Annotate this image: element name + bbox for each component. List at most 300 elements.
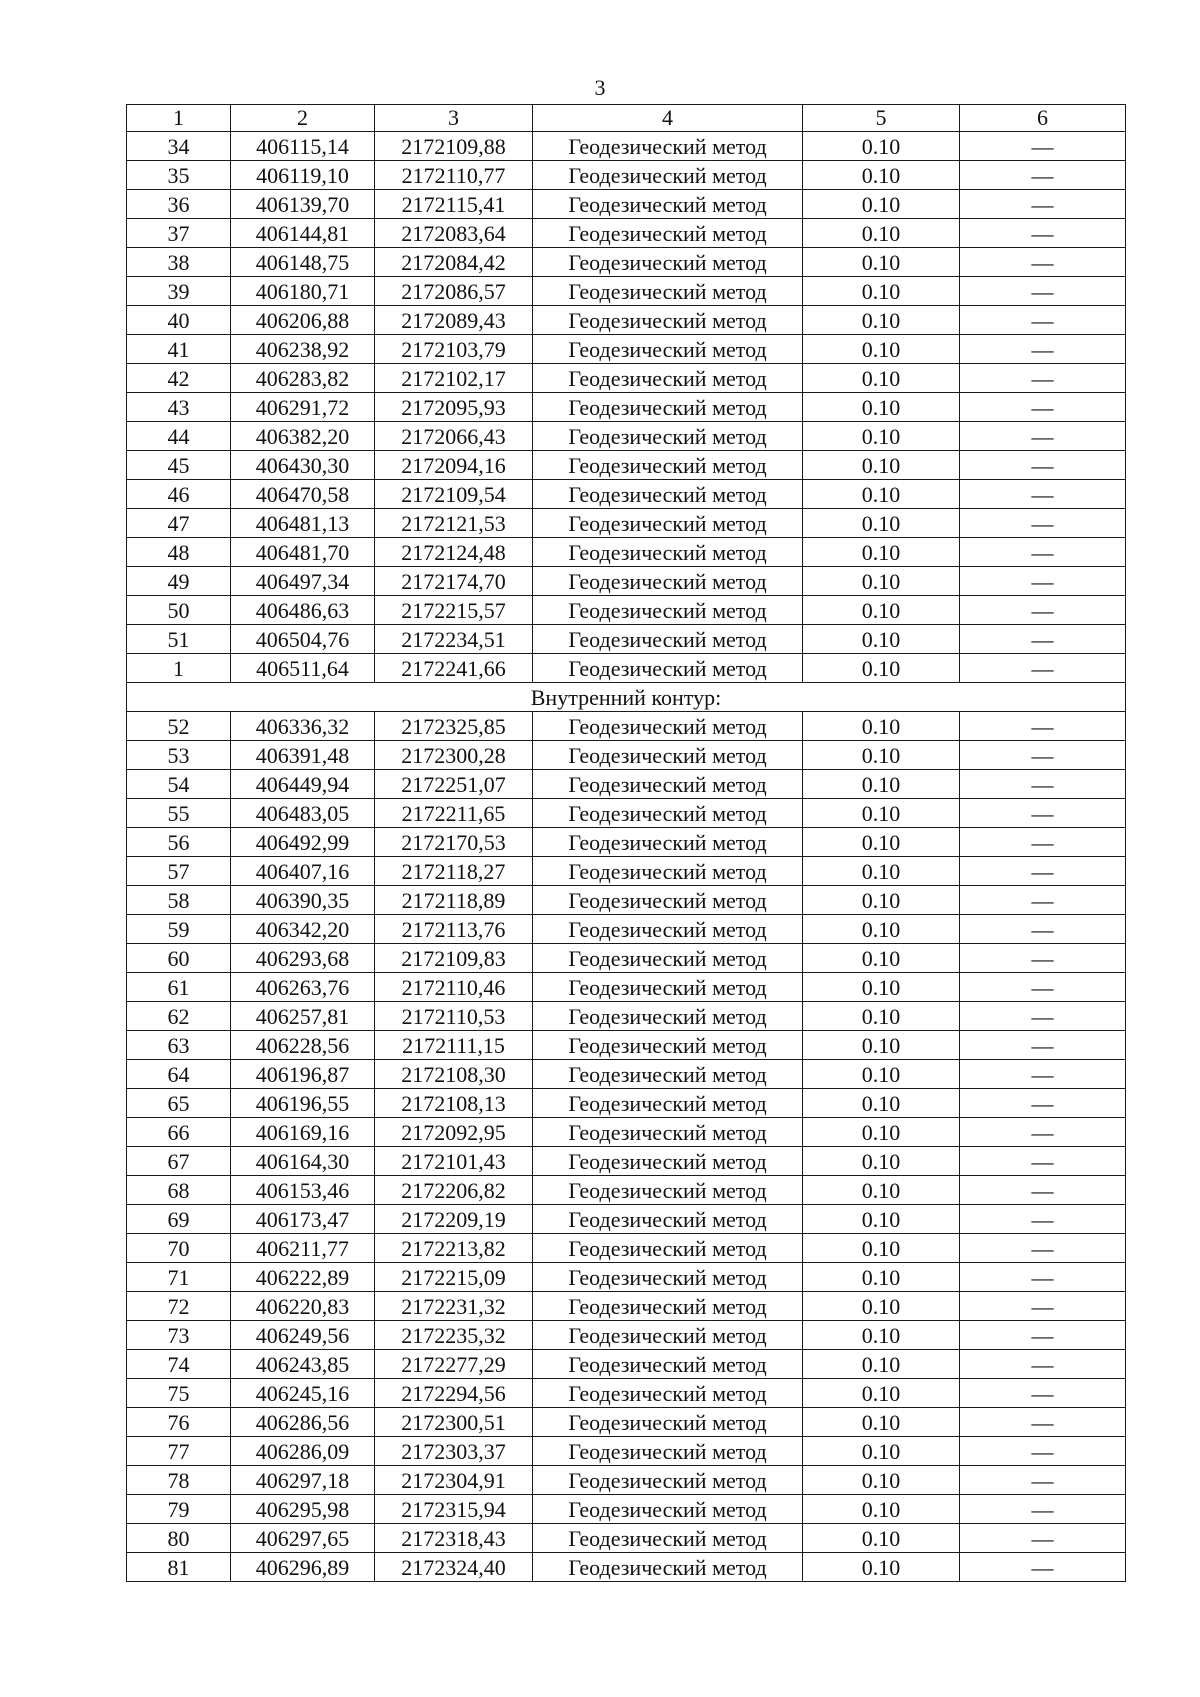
y-coordinate-cell: 2172174,70 [375,567,533,596]
x-coordinate-cell: 406249,56 [231,1321,375,1350]
y-coordinate-cell: 2172108,30 [375,1060,533,1089]
method-cell: Геодезический метод [533,1408,803,1437]
point-number-cell: 1 [127,654,231,683]
y-coordinate-cell: 2172109,83 [375,944,533,973]
section-row [127,683,1126,712]
description-cell: — [960,1292,1126,1321]
table-row [127,1263,1126,1292]
description-cell: — [960,828,1126,857]
accuracy-cell: 0.10 [803,741,960,770]
point-number-cell: 38 [127,248,231,277]
x-coordinate-cell: 406430,30 [231,451,375,480]
point-number-cell: 42 [127,364,231,393]
description-cell: — [960,567,1126,596]
accuracy-cell: 0.10 [803,219,960,248]
point-number-cell: 39 [127,277,231,306]
x-coordinate-cell: 406336,32 [231,712,375,741]
accuracy-cell: 0.10 [803,480,960,509]
y-coordinate-cell: 2172213,82 [375,1234,533,1263]
method-cell: Геодезический метод [533,1321,803,1350]
y-coordinate-cell: 2172318,43 [375,1524,533,1553]
x-coordinate-cell: 406222,89 [231,1263,375,1292]
accuracy-cell: 0.10 [803,1524,960,1553]
y-coordinate-cell: 2172094,16 [375,451,533,480]
y-coordinate-cell: 2172124,48 [375,538,533,567]
method-cell: Геодезический метод [533,219,803,248]
point-number-cell: 69 [127,1205,231,1234]
x-coordinate-cell: 406196,55 [231,1089,375,1118]
accuracy-cell: 0.10 [803,1495,960,1524]
method-cell: Геодезический метод [533,654,803,683]
description-cell: — [960,625,1126,654]
y-coordinate-cell: 2172324,40 [375,1553,533,1582]
x-coordinate-cell: 406382,20 [231,422,375,451]
method-cell: Геодезический метод [533,1234,803,1263]
x-coordinate-cell: 406173,47 [231,1205,375,1234]
table-row [127,1408,1126,1437]
description-cell: — [960,857,1126,886]
table-row [127,335,1126,364]
method-cell: Геодезический метод [533,799,803,828]
description-cell: — [960,509,1126,538]
table-header-row [127,105,1126,132]
accuracy-cell: 0.10 [803,1176,960,1205]
x-coordinate-cell: 406295,98 [231,1495,375,1524]
method-cell: Геодезический метод [533,422,803,451]
table-row [127,422,1126,451]
table-row [127,944,1126,973]
table-row [127,1553,1126,1582]
x-coordinate-cell: 406220,83 [231,1292,375,1321]
accuracy-cell: 0.10 [803,1408,960,1437]
table-row [127,973,1126,1002]
method-cell: Геодезический метод [533,1495,803,1524]
point-number-cell: 73 [127,1321,231,1350]
x-coordinate-cell: 406481,70 [231,538,375,567]
point-number-cell: 45 [127,451,231,480]
accuracy-cell: 0.10 [803,625,960,654]
x-coordinate-cell: 406296,89 [231,1553,375,1582]
x-coordinate-cell: 406497,34 [231,567,375,596]
table-row [127,828,1126,857]
accuracy-cell: 0.10 [803,393,960,422]
method-cell: Геодезический метод [533,973,803,1002]
point-number-cell: 59 [127,915,231,944]
method-cell: Геодезический метод [533,567,803,596]
method-cell: Геодезический метод [533,277,803,306]
y-coordinate-cell: 2172110,46 [375,973,533,1002]
point-number-cell: 79 [127,1495,231,1524]
method-cell: Геодезический метод [533,915,803,944]
point-number-cell: 60 [127,944,231,973]
description-cell: — [960,770,1126,799]
accuracy-cell: 0.10 [803,1292,960,1321]
y-coordinate-cell: 2172235,32 [375,1321,533,1350]
table-row [127,799,1126,828]
point-number-cell: 57 [127,857,231,886]
point-number-cell: 40 [127,306,231,335]
column-header: 5 [803,105,960,132]
method-cell: Геодезический метод [533,335,803,364]
description-cell: — [960,1495,1126,1524]
y-coordinate-cell: 2172084,42 [375,248,533,277]
inner-contour-rows [127,712,1126,1582]
description-cell: — [960,451,1126,480]
x-coordinate-cell: 406481,13 [231,509,375,538]
table-row [127,248,1126,277]
description-cell: — [960,1002,1126,1031]
point-number-cell: 68 [127,1176,231,1205]
description-cell: — [960,596,1126,625]
point-number-cell: 50 [127,596,231,625]
accuracy-cell: 0.10 [803,1437,960,1466]
x-coordinate-cell: 406286,56 [231,1408,375,1437]
x-coordinate-cell: 406263,76 [231,973,375,1002]
coordinates-table [126,104,1126,1582]
y-coordinate-cell: 2172300,51 [375,1408,533,1437]
description-cell: — [960,422,1126,451]
description-cell: — [960,1205,1126,1234]
point-number-cell: 48 [127,538,231,567]
description-cell: — [960,1031,1126,1060]
table-row [127,132,1126,161]
page-number: 3 [594,75,606,100]
description-cell: — [960,277,1126,306]
x-coordinate-cell: 406115,14 [231,132,375,161]
accuracy-cell: 0.10 [803,364,960,393]
table-row [127,1495,1126,1524]
accuracy-cell: 0.10 [803,596,960,625]
description-cell: — [960,944,1126,973]
description-cell: — [960,1118,1126,1147]
y-coordinate-cell: 2172109,88 [375,132,533,161]
method-cell: Геодезический метод [533,944,803,973]
point-number-cell: 62 [127,1002,231,1031]
x-coordinate-cell: 406243,85 [231,1350,375,1379]
y-coordinate-cell: 2172110,53 [375,1002,533,1031]
description-cell: — [960,1553,1126,1582]
x-coordinate-cell: 406169,16 [231,1118,375,1147]
table-row [127,1205,1126,1234]
y-coordinate-cell: 2172231,32 [375,1292,533,1321]
y-coordinate-cell: 2172102,17 [375,364,533,393]
accuracy-cell: 0.10 [803,1321,960,1350]
x-coordinate-cell: 406144,81 [231,219,375,248]
description-cell: — [960,1147,1126,1176]
point-number-cell: 36 [127,190,231,219]
y-coordinate-cell: 2172315,94 [375,1495,533,1524]
x-coordinate-cell: 406238,92 [231,335,375,364]
table-row [127,1031,1126,1060]
x-coordinate-cell: 406470,58 [231,480,375,509]
method-cell: Геодезический метод [533,1553,803,1582]
description-cell: — [960,248,1126,277]
x-coordinate-cell: 406297,18 [231,1466,375,1495]
x-coordinate-cell: 406257,81 [231,1002,375,1031]
accuracy-cell: 0.10 [803,828,960,857]
description-cell: — [960,393,1126,422]
y-coordinate-cell: 2172241,66 [375,654,533,683]
table-row [127,1379,1126,1408]
outer-contour-rows [127,132,1126,683]
x-coordinate-cell: 406164,30 [231,1147,375,1176]
table-row [127,857,1126,886]
x-coordinate-cell: 406286,09 [231,1437,375,1466]
accuracy-cell: 0.10 [803,161,960,190]
accuracy-cell: 0.10 [803,944,960,973]
point-number-cell: 76 [127,1408,231,1437]
x-coordinate-cell: 406283,82 [231,364,375,393]
method-cell: Геодезический метод [533,1147,803,1176]
table-row [127,1089,1126,1118]
y-coordinate-cell: 2172110,77 [375,161,533,190]
table-row [127,654,1126,683]
y-coordinate-cell: 2172206,82 [375,1176,533,1205]
table-row [127,1176,1126,1205]
column-header: 2 [231,105,375,132]
table-row [127,1002,1126,1031]
description-cell: — [960,1060,1126,1089]
accuracy-cell: 0.10 [803,712,960,741]
x-coordinate-cell: 406492,99 [231,828,375,857]
table-row [127,596,1126,625]
method-cell: Геодезический метод [533,770,803,799]
method-cell: Геодезический метод [533,393,803,422]
method-cell: Геодезический метод [533,1060,803,1089]
table-row [127,364,1126,393]
description-cell: — [960,161,1126,190]
accuracy-cell: 0.10 [803,915,960,944]
y-coordinate-cell: 2172095,93 [375,393,533,422]
y-coordinate-cell: 2172109,54 [375,480,533,509]
method-cell: Геодезический метод [533,1002,803,1031]
y-coordinate-cell: 2172277,29 [375,1350,533,1379]
accuracy-cell: 0.10 [803,1466,960,1495]
point-number-cell: 44 [127,422,231,451]
point-number-cell: 74 [127,1350,231,1379]
description-cell: — [960,799,1126,828]
y-coordinate-cell: 2172103,79 [375,335,533,364]
point-number-cell: 51 [127,625,231,654]
y-coordinate-cell: 2172325,85 [375,712,533,741]
method-cell: Геодезический метод [533,886,803,915]
accuracy-cell: 0.10 [803,306,960,335]
accuracy-cell: 0.10 [803,1147,960,1176]
point-number-cell: 81 [127,1553,231,1582]
method-cell: Геодезический метод [533,1437,803,1466]
method-cell: Геодезический метод [533,1089,803,1118]
point-number-cell: 66 [127,1118,231,1147]
point-number-cell: 64 [127,1060,231,1089]
method-cell: Геодезический метод [533,451,803,480]
accuracy-cell: 0.10 [803,567,960,596]
description-cell: — [960,1524,1126,1553]
y-coordinate-cell: 2172066,43 [375,422,533,451]
x-coordinate-cell: 406293,68 [231,944,375,973]
point-number-cell: 61 [127,973,231,1002]
table-row [127,1321,1126,1350]
description-cell: — [960,1379,1126,1408]
y-coordinate-cell: 2172251,07 [375,770,533,799]
section-divider [127,683,1126,712]
accuracy-cell: 0.10 [803,1060,960,1089]
point-number-cell: 58 [127,886,231,915]
point-number-cell: 47 [127,509,231,538]
x-coordinate-cell: 406407,16 [231,857,375,886]
table-row [127,1466,1126,1495]
accuracy-cell: 0.10 [803,277,960,306]
accuracy-cell: 0.10 [803,1002,960,1031]
table-row [127,451,1126,480]
point-number-cell: 63 [127,1031,231,1060]
method-cell: Геодезический метод [533,712,803,741]
accuracy-cell: 0.10 [803,538,960,567]
table-row [127,393,1126,422]
x-coordinate-cell: 406390,35 [231,886,375,915]
y-coordinate-cell: 2172118,89 [375,886,533,915]
point-number-cell: 80 [127,1524,231,1553]
method-cell: Геодезический метод [533,1118,803,1147]
point-number-cell: 56 [127,828,231,857]
table-row [127,1147,1126,1176]
accuracy-cell: 0.10 [803,1553,960,1582]
accuracy-cell: 0.10 [803,1118,960,1147]
x-coordinate-cell: 406180,71 [231,277,375,306]
point-number-cell: 72 [127,1292,231,1321]
accuracy-cell: 0.10 [803,1031,960,1060]
accuracy-cell: 0.10 [803,654,960,683]
x-coordinate-cell: 406148,75 [231,248,375,277]
point-number-cell: 54 [127,770,231,799]
y-coordinate-cell: 2172101,43 [375,1147,533,1176]
table-row [127,538,1126,567]
point-number-cell: 77 [127,1437,231,1466]
y-coordinate-cell: 2172303,37 [375,1437,533,1466]
table-row [127,770,1126,799]
table-row [127,509,1126,538]
x-coordinate-cell: 406391,48 [231,741,375,770]
y-coordinate-cell: 2172111,15 [375,1031,533,1060]
description-cell: — [960,1350,1126,1379]
table-row [127,1234,1126,1263]
x-coordinate-cell: 406483,05 [231,799,375,828]
accuracy-cell: 0.10 [803,509,960,538]
point-number-cell: 67 [127,1147,231,1176]
table-row [127,480,1126,509]
method-cell: Геодезический метод [533,625,803,654]
y-coordinate-cell: 2172083,64 [375,219,533,248]
method-cell: Геодезический метод [533,161,803,190]
accuracy-cell: 0.10 [803,422,960,451]
method-cell: Геодезический метод [533,132,803,161]
table-row [127,1060,1126,1089]
method-cell: Геодезический метод [533,1292,803,1321]
y-coordinate-cell: 2172118,27 [375,857,533,886]
description-cell: — [960,538,1126,567]
x-coordinate-cell: 406449,94 [231,770,375,799]
y-coordinate-cell: 2172121,53 [375,509,533,538]
x-coordinate-cell: 406196,87 [231,1060,375,1089]
description-cell: — [960,712,1126,741]
y-coordinate-cell: 2172086,57 [375,277,533,306]
y-coordinate-cell: 2172215,09 [375,1263,533,1292]
accuracy-cell: 0.10 [803,1089,960,1118]
x-coordinate-cell: 406211,77 [231,1234,375,1263]
description-cell: — [960,741,1126,770]
table-row [127,625,1126,654]
description-cell: — [960,132,1126,161]
table-row [127,1118,1126,1147]
method-cell: Геодезический метод [533,596,803,625]
column-header: 6 [960,105,1126,132]
table-row [127,567,1126,596]
description-cell: — [960,1466,1126,1495]
table-row [127,161,1126,190]
table-row [127,1437,1126,1466]
table-row [127,306,1126,335]
description-cell: — [960,1321,1126,1350]
accuracy-cell: 0.10 [803,1234,960,1263]
x-coordinate-cell: 406228,56 [231,1031,375,1060]
description-cell: — [960,1176,1126,1205]
table-row [127,886,1126,915]
x-coordinate-cell: 406245,16 [231,1379,375,1408]
accuracy-cell: 0.10 [803,857,960,886]
x-coordinate-cell: 406504,76 [231,625,375,654]
description-cell: — [960,1408,1126,1437]
method-cell: Геодезический метод [533,1466,803,1495]
method-cell: Геодезический метод [533,306,803,335]
method-cell: Геодезический метод [533,248,803,277]
accuracy-cell: 0.10 [803,799,960,828]
table-row [127,1350,1126,1379]
method-cell: Геодезический метод [533,1524,803,1553]
table-row [127,712,1126,741]
description-cell: — [960,1437,1126,1466]
method-cell: Геодезический метод [533,538,803,567]
y-coordinate-cell: 2172209,19 [375,1205,533,1234]
point-number-cell: 53 [127,741,231,770]
table-row [127,190,1126,219]
x-coordinate-cell: 406297,65 [231,1524,375,1553]
point-number-cell: 41 [127,335,231,364]
accuracy-cell: 0.10 [803,1263,960,1292]
description-cell: — [960,306,1126,335]
x-coordinate-cell: 406486,63 [231,596,375,625]
y-coordinate-cell: 2172092,95 [375,1118,533,1147]
accuracy-cell: 0.10 [803,132,960,161]
method-cell: Геодезический метод [533,1031,803,1060]
method-cell: Геодезический метод [533,1205,803,1234]
description-cell: — [960,1234,1126,1263]
description-cell: — [960,364,1126,393]
point-number-cell: 75 [127,1379,231,1408]
description-cell: — [960,973,1126,1002]
y-coordinate-cell: 2172234,51 [375,625,533,654]
description-cell: — [960,219,1126,248]
y-coordinate-cell: 2172115,41 [375,190,533,219]
method-cell: Геодезический метод [533,509,803,538]
accuracy-cell: 0.10 [803,451,960,480]
y-coordinate-cell: 2172108,13 [375,1089,533,1118]
section-label: Внутренний контур: [127,683,1126,712]
description-cell: — [960,886,1126,915]
x-coordinate-cell: 406153,46 [231,1176,375,1205]
table-row [127,277,1126,306]
point-number-cell: 55 [127,799,231,828]
description-cell: — [960,480,1126,509]
description-cell: — [960,654,1126,683]
